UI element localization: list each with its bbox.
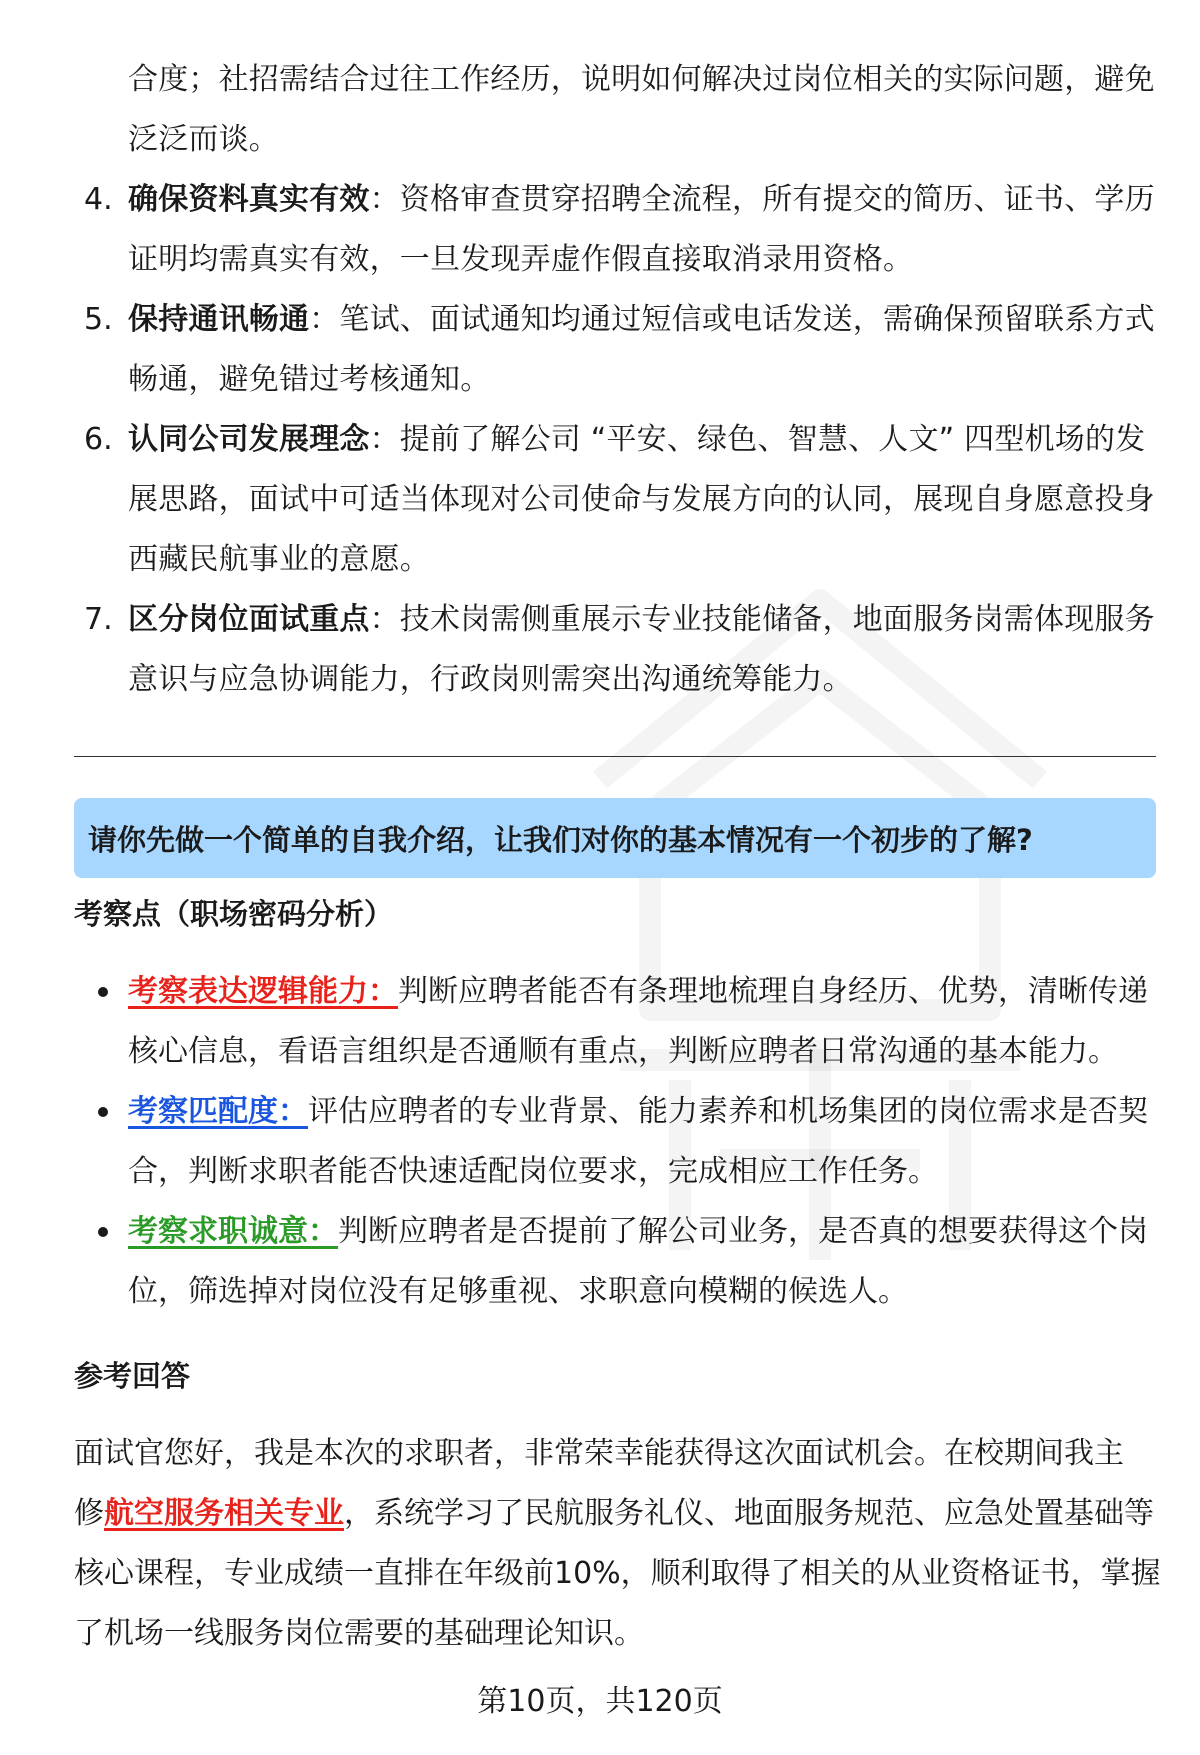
- answer-text: ，系统学习了民航服务礼仪、地面服务规范、应急处置基础等: [344, 1496, 1154, 1531]
- answer-line: [74, 1484, 1156, 1544]
- tip-title: 确保资料真实有效: [128, 182, 370, 217]
- tips-list: [74, 50, 1154, 710]
- answer-line: 面试官您好，我是本次的求职者，非常荣幸能获得这次面试机会。在校期间我主: [74, 1436, 1124, 1471]
- bullet-icon: [98, 987, 108, 997]
- tip-text: ：提前了解公司 “平安、绿色、智慧、人文” 四型机场的发: [369, 422, 1146, 457]
- tip-title: 区分岗位面试重点: [128, 602, 370, 637]
- answer-heading: 参考回答: [74, 1359, 191, 1393]
- answer-paragraph: [74, 1424, 1161, 1664]
- tip-lead-line: 泛泛而谈。: [128, 122, 279, 157]
- exam-point-text: 合，判断求职者能否快速适配岗位要求，完成相应工作任务。: [128, 1154, 938, 1189]
- answer-line: 了机场一线服务岗位需要的基础理论知识。: [74, 1616, 644, 1651]
- tip-item-6: [74, 410, 1154, 590]
- tip-item-7: [74, 590, 1154, 710]
- tip-text: 畅通，避免错过考核通知。: [128, 362, 491, 397]
- exam-point-text: 判断应聘者是否提前了解公司业务，是否真的想要获得这个岗: [338, 1214, 1148, 1249]
- exam-point-text: 核心信息，看语言组织是否通顺有重点，判断应聘者日常沟通的基本能力。: [128, 1034, 1118, 1069]
- exam-point-item: [74, 962, 1156, 1082]
- exam-point-label: 考察求职诚意：: [128, 1214, 338, 1249]
- tip-number: 7.: [84, 602, 113, 637]
- answer-highlight: 航空服务相关专业: [104, 1496, 344, 1531]
- question-text: 请你先做一个简单的自我介绍，让我们对你的基本情况有一个初步的了解?: [88, 822, 1033, 857]
- tip-number: 6.: [84, 422, 113, 457]
- question-box: [74, 798, 1156, 878]
- tip-item-4: [74, 170, 1154, 290]
- exam-point-item: [74, 1082, 1156, 1202]
- tip-text: 意识与应急协调能力，行政岗则需突出沟通统筹能力。: [128, 662, 853, 697]
- tip-text: ：笔试、面试通知均通过短信或电话发送，需确保预留联系方式: [309, 302, 1155, 337]
- page-number: 第10页，共120页: [477, 1684, 723, 1719]
- answer-line: 核心课程，专业成绩一直排在年级前10%，顺利取得了相关的从业资格证书，掌握: [74, 1556, 1161, 1591]
- exam-points-list: [74, 962, 1156, 1322]
- tip-lead-line: 合度；社招需结合过往工作经历，说明如何解决过岗位相关的实际问题，避免: [128, 62, 1155, 97]
- tip-item-5: [74, 290, 1154, 410]
- tip-text: ：技术岗需侧重展示专业技能储备，地面服务岗需体现服务: [369, 602, 1155, 637]
- exam-point-text: 评估应聘者的专业背景、能力素养和机场集团的岗位需求是否契: [308, 1094, 1148, 1129]
- tip-text: 西藏民航事业的意愿。: [128, 542, 430, 577]
- exam-point-label: 考察匹配度：: [128, 1094, 308, 1129]
- exam-point-text: 判断应聘者能否有条理地梳理自身经历、优势，清晰传递: [398, 974, 1148, 1009]
- tip-text: 展思路，面试中可适当体现对公司使命与发展方向的认同，展现自身愿意投身: [128, 482, 1155, 517]
- tip-title: 保持通讯畅通: [128, 302, 310, 337]
- section-divider: [74, 756, 1156, 757]
- tip-text: ：资格审查贯穿招聘全流程，所有提交的简历、证书、学历: [369, 182, 1155, 217]
- answer-prefix: 修: [74, 1496, 104, 1531]
- bullet-icon: [98, 1227, 108, 1237]
- tip-text: 证明均需真实有效，一旦发现弄虚作假直接取消录用资格。: [128, 242, 914, 277]
- bullet-icon: [98, 1107, 108, 1117]
- exam-point-item: [74, 1202, 1156, 1322]
- tip-title: 认同公司发展理念: [128, 422, 370, 457]
- exam-point-text: 位，筛选掉对岗位没有足够重视、求职意向模糊的候选人。: [128, 1274, 908, 1309]
- tip-number: 4.: [84, 182, 113, 217]
- exam-point-label: 考察表达逻辑能力：: [128, 974, 398, 1009]
- exam-points-heading: 考察点（职场密码分析）: [74, 897, 394, 931]
- tip-number: 5.: [84, 302, 113, 337]
